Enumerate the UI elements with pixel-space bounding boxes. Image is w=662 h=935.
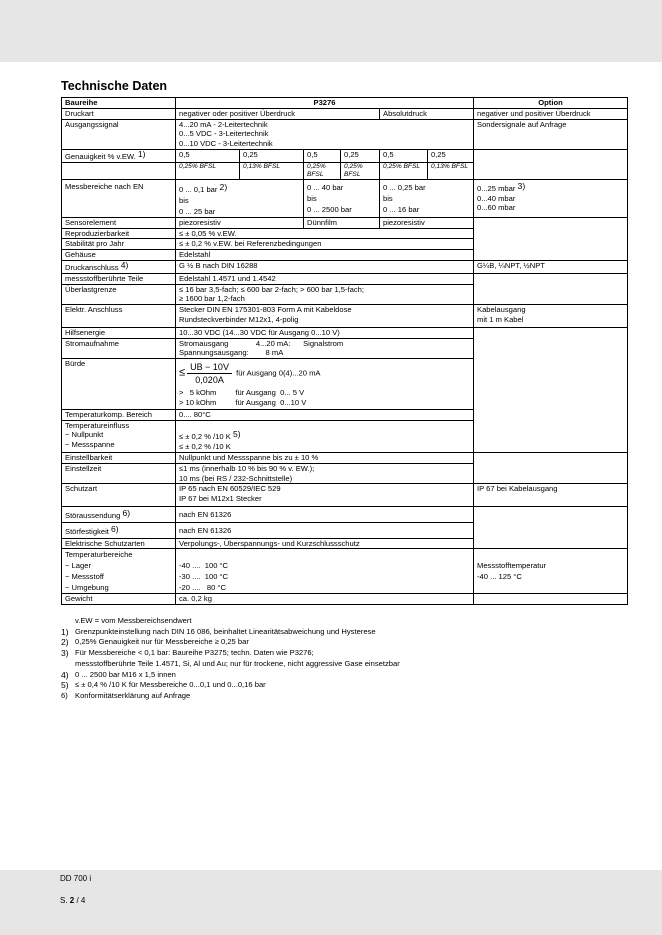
line: 0 ... 25 bar bbox=[179, 206, 216, 216]
cell-value: Absolutdruck bbox=[380, 108, 474, 119]
row-label bbox=[62, 506, 176, 522]
row-label: Einstellzeit bbox=[62, 463, 176, 484]
footnote bbox=[61, 627, 631, 638]
footnote-mark: 6) bbox=[61, 690, 68, 700]
footnote bbox=[61, 659, 631, 670]
row-label: Schutzart bbox=[62, 484, 176, 507]
line: > 10 kOhm für Ausgang 0...10 V bbox=[179, 397, 307, 407]
line: 0...60 mbar bbox=[477, 203, 516, 213]
line: 0...40 mbar bbox=[477, 193, 516, 203]
line: 0 ... 40 bar bbox=[307, 182, 344, 192]
footnote-mark: 6) bbox=[122, 507, 131, 518]
line: -20 .... 80 °C bbox=[179, 583, 226, 593]
table-row bbox=[62, 452, 628, 463]
label-sub: − Umgebung bbox=[65, 583, 109, 593]
table-header-row bbox=[62, 98, 628, 109]
row-label: Überlastgrenze bbox=[62, 284, 176, 305]
footnote-mark: 2) bbox=[219, 181, 228, 192]
footnote-text: 0,25% Genauigkeit nur für Messbereiche ≥ 0,25 bar bbox=[75, 637, 249, 647]
cell-value: Nullpunkt und Messspanne bis zu ± 10 % bbox=[176, 452, 474, 463]
spec-table bbox=[61, 97, 628, 605]
line: ≥ 1600 bar 1,2-fach bbox=[179, 294, 245, 304]
line: IP 65 nach EN 60529/IEC 529 bbox=[179, 484, 281, 494]
line: Messstofftemperatur bbox=[477, 561, 547, 571]
line bbox=[477, 182, 624, 194]
line: -40 ... 125 °C bbox=[477, 572, 522, 582]
range-text: 0 ... 0,1 bar bbox=[179, 184, 218, 194]
label-text: Genauigkeit % v.EW. bbox=[65, 151, 136, 161]
footnote-mark: 5) bbox=[61, 680, 69, 691]
cell-value: 0,25 bbox=[341, 149, 380, 162]
cell-value bbox=[176, 179, 304, 217]
row-label bbox=[62, 149, 176, 162]
cell-value: 0,5 bbox=[304, 149, 341, 162]
cell-option bbox=[474, 273, 628, 304]
table-row bbox=[62, 506, 628, 522]
cell-value bbox=[176, 420, 474, 452]
label-sub: − Lager bbox=[65, 561, 91, 571]
cell-value bbox=[304, 179, 380, 217]
line: 10 ms (bei RS / 232-Schnittstelle) bbox=[179, 473, 293, 483]
cell-value bbox=[176, 305, 474, 328]
row-label: Sensorelement bbox=[62, 217, 176, 228]
line: -40 .... 100 °C bbox=[179, 561, 229, 571]
footnote-mark: 3) bbox=[517, 180, 526, 191]
row-label: Elektrische Schutzarten bbox=[62, 538, 176, 549]
le-sign: ≤ bbox=[179, 366, 186, 379]
formula bbox=[179, 359, 470, 388]
label-text: Störfestigkeit bbox=[65, 526, 109, 536]
table-row bbox=[62, 484, 628, 507]
cell-value bbox=[176, 484, 474, 507]
cell-option bbox=[474, 217, 628, 260]
footnotes bbox=[61, 616, 631, 702]
page-total: / 4 bbox=[74, 896, 86, 905]
row-label: Einstellbarkeit bbox=[62, 452, 176, 463]
line: Stromausgang 4...20 mA: Signalstrom bbox=[179, 338, 344, 348]
footnote-text: 0 ... 2500 bar M16 x 1,5 innen bbox=[75, 669, 176, 679]
table-row bbox=[62, 594, 628, 605]
cell-value: ≤ ± 0,2 % v.EW. bei Referenzbedingungen bbox=[176, 239, 474, 250]
footnote-mark: 3) bbox=[61, 648, 69, 659]
footnote-mark: 4) bbox=[120, 260, 129, 270]
cell-value: piezoresistiv bbox=[380, 217, 474, 228]
line: bis bbox=[383, 193, 393, 203]
line: > 5 kOhm für Ausgang 0... 5 V bbox=[179, 388, 305, 398]
line bbox=[179, 182, 300, 195]
footnote-text: messstoffberührte Teile 1.4571, Si, Al und Au; nur für trockene, nicht aggressive Gase einsetzbar bbox=[75, 658, 400, 668]
row-label bbox=[62, 522, 176, 538]
footnote bbox=[61, 637, 631, 648]
cell-value bbox=[176, 549, 474, 594]
table-row bbox=[62, 260, 628, 273]
cell-option bbox=[474, 549, 628, 594]
cell-value: nach EN 61326 bbox=[176, 506, 474, 522]
footnote-mark: 2) bbox=[61, 637, 69, 648]
footnote bbox=[61, 680, 631, 691]
cell-value bbox=[176, 119, 474, 149]
line: Kabelausgang bbox=[477, 305, 526, 315]
cell-option: Sondersignale auf Anfrage bbox=[474, 119, 628, 149]
line: ≤ 16 bar 3,5-fach; ≤ 600 bar 2-fach; > 600 bar 1,5-fach; bbox=[179, 284, 365, 294]
cell-value: 0,25% BFSL bbox=[176, 162, 240, 179]
formula-text: für Ausgang 0(4)...20 mA bbox=[236, 368, 321, 378]
cell-value: Edelstahl 1.4571 und 1.4542 bbox=[176, 273, 474, 284]
line: ≤1 ms (innerhalb 10 % bis 90 % v. EW.); bbox=[179, 463, 315, 473]
footnote-mark: 6) bbox=[111, 523, 119, 534]
row-label bbox=[62, 420, 176, 452]
table-row bbox=[62, 305, 628, 328]
cell-value: Edelstahl bbox=[176, 250, 474, 261]
line: IP 67 bei M12x1 Stecker bbox=[179, 494, 262, 504]
table-row bbox=[62, 179, 628, 217]
cell-option bbox=[474, 149, 628, 179]
cell-value: 0,5 bbox=[176, 149, 240, 162]
cell-value: G ½ B nach DIN 16288 bbox=[176, 260, 474, 273]
fraction-denominator: 0,020A bbox=[195, 375, 224, 386]
cell-value bbox=[176, 463, 474, 484]
spacer bbox=[179, 421, 470, 431]
footnote-text: ≤ ± 0,4 % /10 K für Messbereiche 0...0,1 und 0...0,16 bar bbox=[75, 680, 266, 690]
cell-value: Dünnfilm bbox=[304, 217, 380, 228]
line bbox=[179, 430, 470, 442]
footnote-text: Konformitätserklärung auf Anfrage bbox=[75, 690, 191, 700]
label-text: Druckanschluss bbox=[65, 262, 119, 272]
row-label: Hilfsenergie bbox=[62, 327, 176, 338]
footer-band bbox=[0, 870, 662, 935]
cell-value: 0,25 bbox=[240, 149, 304, 162]
label-sub: − Messstoff bbox=[65, 572, 104, 582]
line: mit 1 m Kabel bbox=[477, 314, 524, 324]
line: ≤ ± 0,2 % /10 K bbox=[179, 442, 231, 452]
cell-value: 0,25% BFSL bbox=[304, 162, 341, 179]
footnote-text: Grenzpunkteinstellung nach DIN 16 086, beinhaltet Linearitätsabweichung und Hysterese bbox=[75, 626, 376, 636]
footer-page-number bbox=[60, 896, 85, 905]
row-label bbox=[62, 260, 176, 273]
table-row bbox=[62, 217, 628, 228]
cell-value: 0,5 bbox=[380, 149, 428, 162]
table-row bbox=[62, 108, 628, 119]
cell-value bbox=[176, 359, 474, 410]
label-sub: − Nullpunkt bbox=[65, 430, 104, 440]
cell-option bbox=[474, 179, 628, 217]
row-label: Druckart bbox=[62, 108, 176, 119]
fraction-numerator: UB − 10V bbox=[187, 361, 232, 374]
footer-doc-id: DD 700 i bbox=[60, 874, 92, 883]
line: Rundsteckverbinder M12x1, 4-polig bbox=[179, 314, 299, 324]
row-label: Elektr. Anschluss bbox=[62, 305, 176, 328]
header-baureihe: Baureihe bbox=[62, 98, 176, 109]
row-label bbox=[62, 162, 176, 179]
line: 0 ... 16 bar bbox=[383, 204, 420, 214]
row-label bbox=[62, 549, 176, 594]
footnote-mark: 4) bbox=[61, 669, 69, 680]
cell-value: negativer oder positiver Überdruck bbox=[176, 108, 380, 119]
cell-value: nach EN 61326 bbox=[176, 522, 474, 538]
value-text: ≤ ± 0,2 % /10 K bbox=[179, 432, 231, 442]
spacer bbox=[179, 549, 470, 560]
footnote-mark: 5) bbox=[232, 429, 241, 440]
cell-option bbox=[474, 327, 628, 452]
cell-value bbox=[176, 338, 474, 359]
cell-value: 0,25% BFSL bbox=[341, 162, 380, 179]
row-label: Ausgangssignal bbox=[62, 119, 176, 149]
label-text: Temperatureinfluss bbox=[65, 420, 130, 430]
row-label: messstoffberührte Teile bbox=[62, 273, 176, 284]
cell-value bbox=[380, 179, 474, 217]
line: 0...5 VDC - 3-Leitertechnik bbox=[179, 129, 269, 139]
cell-value: 10...30 VDC (14...30 VDC für Ausgang 0...10 V) bbox=[176, 327, 474, 338]
row-label: Reproduzierbarkeit bbox=[62, 228, 176, 239]
row-label: Gehäuse bbox=[62, 250, 176, 261]
page-prefix: S. bbox=[60, 896, 70, 905]
spacer bbox=[477, 549, 624, 560]
cell-option bbox=[474, 594, 628, 605]
row-label: Bürde bbox=[62, 359, 176, 410]
line: 4...20 mA - 2-Leitertechnik bbox=[179, 119, 268, 129]
cell-value: 0,25 bbox=[428, 149, 474, 162]
line: 0 ... 0,25 bar bbox=[383, 182, 426, 192]
cell-value: 0,13% BFSL bbox=[428, 162, 474, 179]
row-label: Stabilität pro Jahr bbox=[62, 239, 176, 250]
note-ew: v.EW = vom Messbereichsendwert bbox=[75, 616, 192, 625]
footnote-mark: 1) bbox=[61, 626, 69, 637]
cell-option bbox=[474, 506, 628, 548]
cell-value: 0,25% BFSL bbox=[380, 162, 428, 179]
header-series: P3276 bbox=[176, 98, 474, 109]
line: Stecker DIN EN 175301-803 Form A mit Kabeldose bbox=[179, 305, 352, 315]
cell-option bbox=[474, 305, 628, 328]
cell-value: Verpolungs-, Überspannungs- und Kurzschlussschutz bbox=[176, 538, 474, 549]
row-label: Temperaturkomp. Bereich bbox=[62, 409, 176, 420]
footnote bbox=[61, 670, 631, 681]
range-text: 0...25 mbar bbox=[477, 183, 516, 193]
footnote-mark: 1) bbox=[137, 149, 146, 159]
cell-option: IP 67 bei Kabelausgang bbox=[474, 484, 628, 507]
footnote bbox=[61, 648, 631, 659]
row-label: Messbereiche nach EN bbox=[62, 179, 176, 217]
row-label: Gewicht bbox=[62, 594, 176, 605]
label-sub: − Messspanne bbox=[65, 440, 115, 450]
line: 0...10 VDC - 3-Leitertechnik bbox=[179, 139, 273, 149]
table-row bbox=[62, 549, 628, 594]
row-label: Stromaufnahme bbox=[62, 338, 176, 359]
label-text: Störaussendung bbox=[65, 510, 121, 520]
cell-option bbox=[474, 452, 628, 483]
line: bis bbox=[179, 195, 189, 205]
cell-value: ≤ ± 0,05 % v.EW. bbox=[176, 228, 474, 239]
header-option: Option bbox=[474, 98, 628, 109]
table-row bbox=[62, 119, 628, 149]
cell-option: negativer und positiver Überdruck bbox=[474, 108, 628, 119]
cell-value: piezoresistiv bbox=[176, 217, 304, 228]
label-text: Temperaturbereiche bbox=[65, 550, 133, 560]
line: 0 ... 2500 bar bbox=[307, 204, 352, 214]
cell-value: 0,13% BFSL bbox=[240, 162, 304, 179]
fraction bbox=[187, 361, 232, 386]
cell-value: ca. 0,2 kg bbox=[176, 594, 474, 605]
cell-value: 0.... 80°C bbox=[176, 409, 474, 420]
table-row bbox=[62, 149, 628, 162]
line: Spannungsausgang: 8 mA bbox=[179, 348, 284, 358]
header-band bbox=[0, 0, 662, 62]
footnote-text: Für Messbereiche < 0,1 bar: Baureihe P3275; techn. Daten wie P3276; bbox=[75, 648, 314, 658]
line: bis bbox=[307, 193, 317, 203]
table-row bbox=[62, 273, 628, 284]
footnote bbox=[61, 691, 631, 702]
page-title: Technische Daten bbox=[61, 79, 168, 93]
table-row bbox=[62, 327, 628, 338]
cell-value bbox=[176, 284, 474, 305]
page-current: 2 bbox=[69, 896, 75, 905]
cell-option: G¼B, ¼NPT, ½NPT bbox=[474, 260, 628, 273]
line: -30 .... 100 °C bbox=[179, 572, 229, 582]
